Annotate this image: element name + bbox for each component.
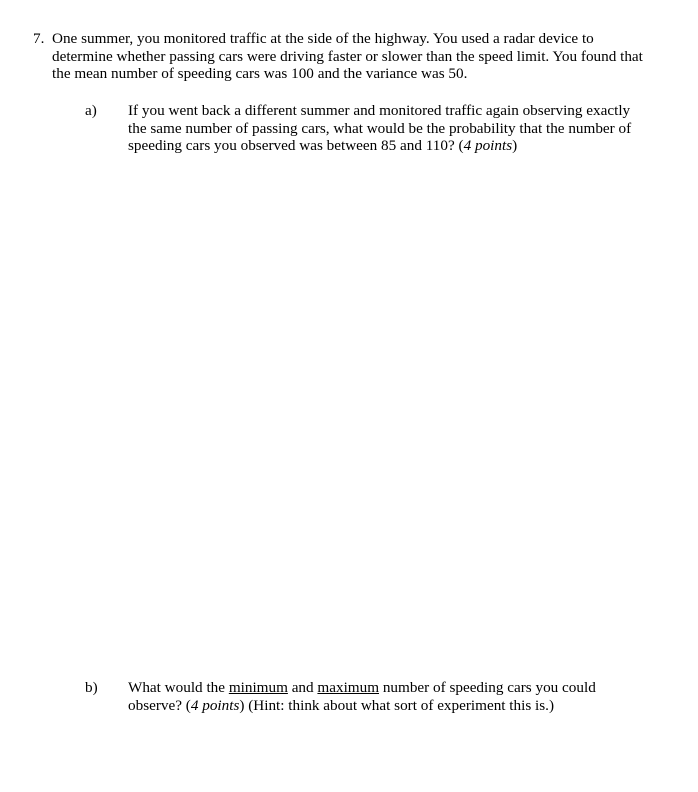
- part-b-label: b): [85, 679, 98, 696]
- part-b-maximum: maximum: [317, 679, 380, 696]
- part-b-text: [128, 679, 648, 714]
- part-b-text-3: number of speeding cars you could observe? (: [128, 679, 596, 714]
- question-text: One summer, you monitored traffic at the side of the highway. You used a radar device to determine whether passing cars were driving faster or slower than the speed limit. You found that the mean number of speeding cars was 100 and the variance was 50.: [52, 30, 643, 82]
- part-b-points: 4 points: [190, 696, 240, 714]
- part-a-label: a): [85, 102, 97, 119]
- part-b-text-1: What would the: [128, 679, 229, 696]
- part-b-minimum: minimum: [228, 679, 288, 696]
- part-b-text-4: ) (Hint: think about what sort of experiment this is.): [239, 696, 555, 714]
- part-b-text-2: and: [287, 679, 318, 696]
- part-a-text-main: If you went back a different summer and monitored traffic again observing exactly the same number of passing cars, what would be the probability that the number of speeding cars you observed was between 85 and 110? (: [128, 102, 632, 154]
- part-a-text: [128, 102, 648, 155]
- part-a-points: 4 points: [463, 137, 513, 154]
- question-number: 7.: [33, 30, 45, 47]
- part-a-text-end: ): [512, 137, 518, 154]
